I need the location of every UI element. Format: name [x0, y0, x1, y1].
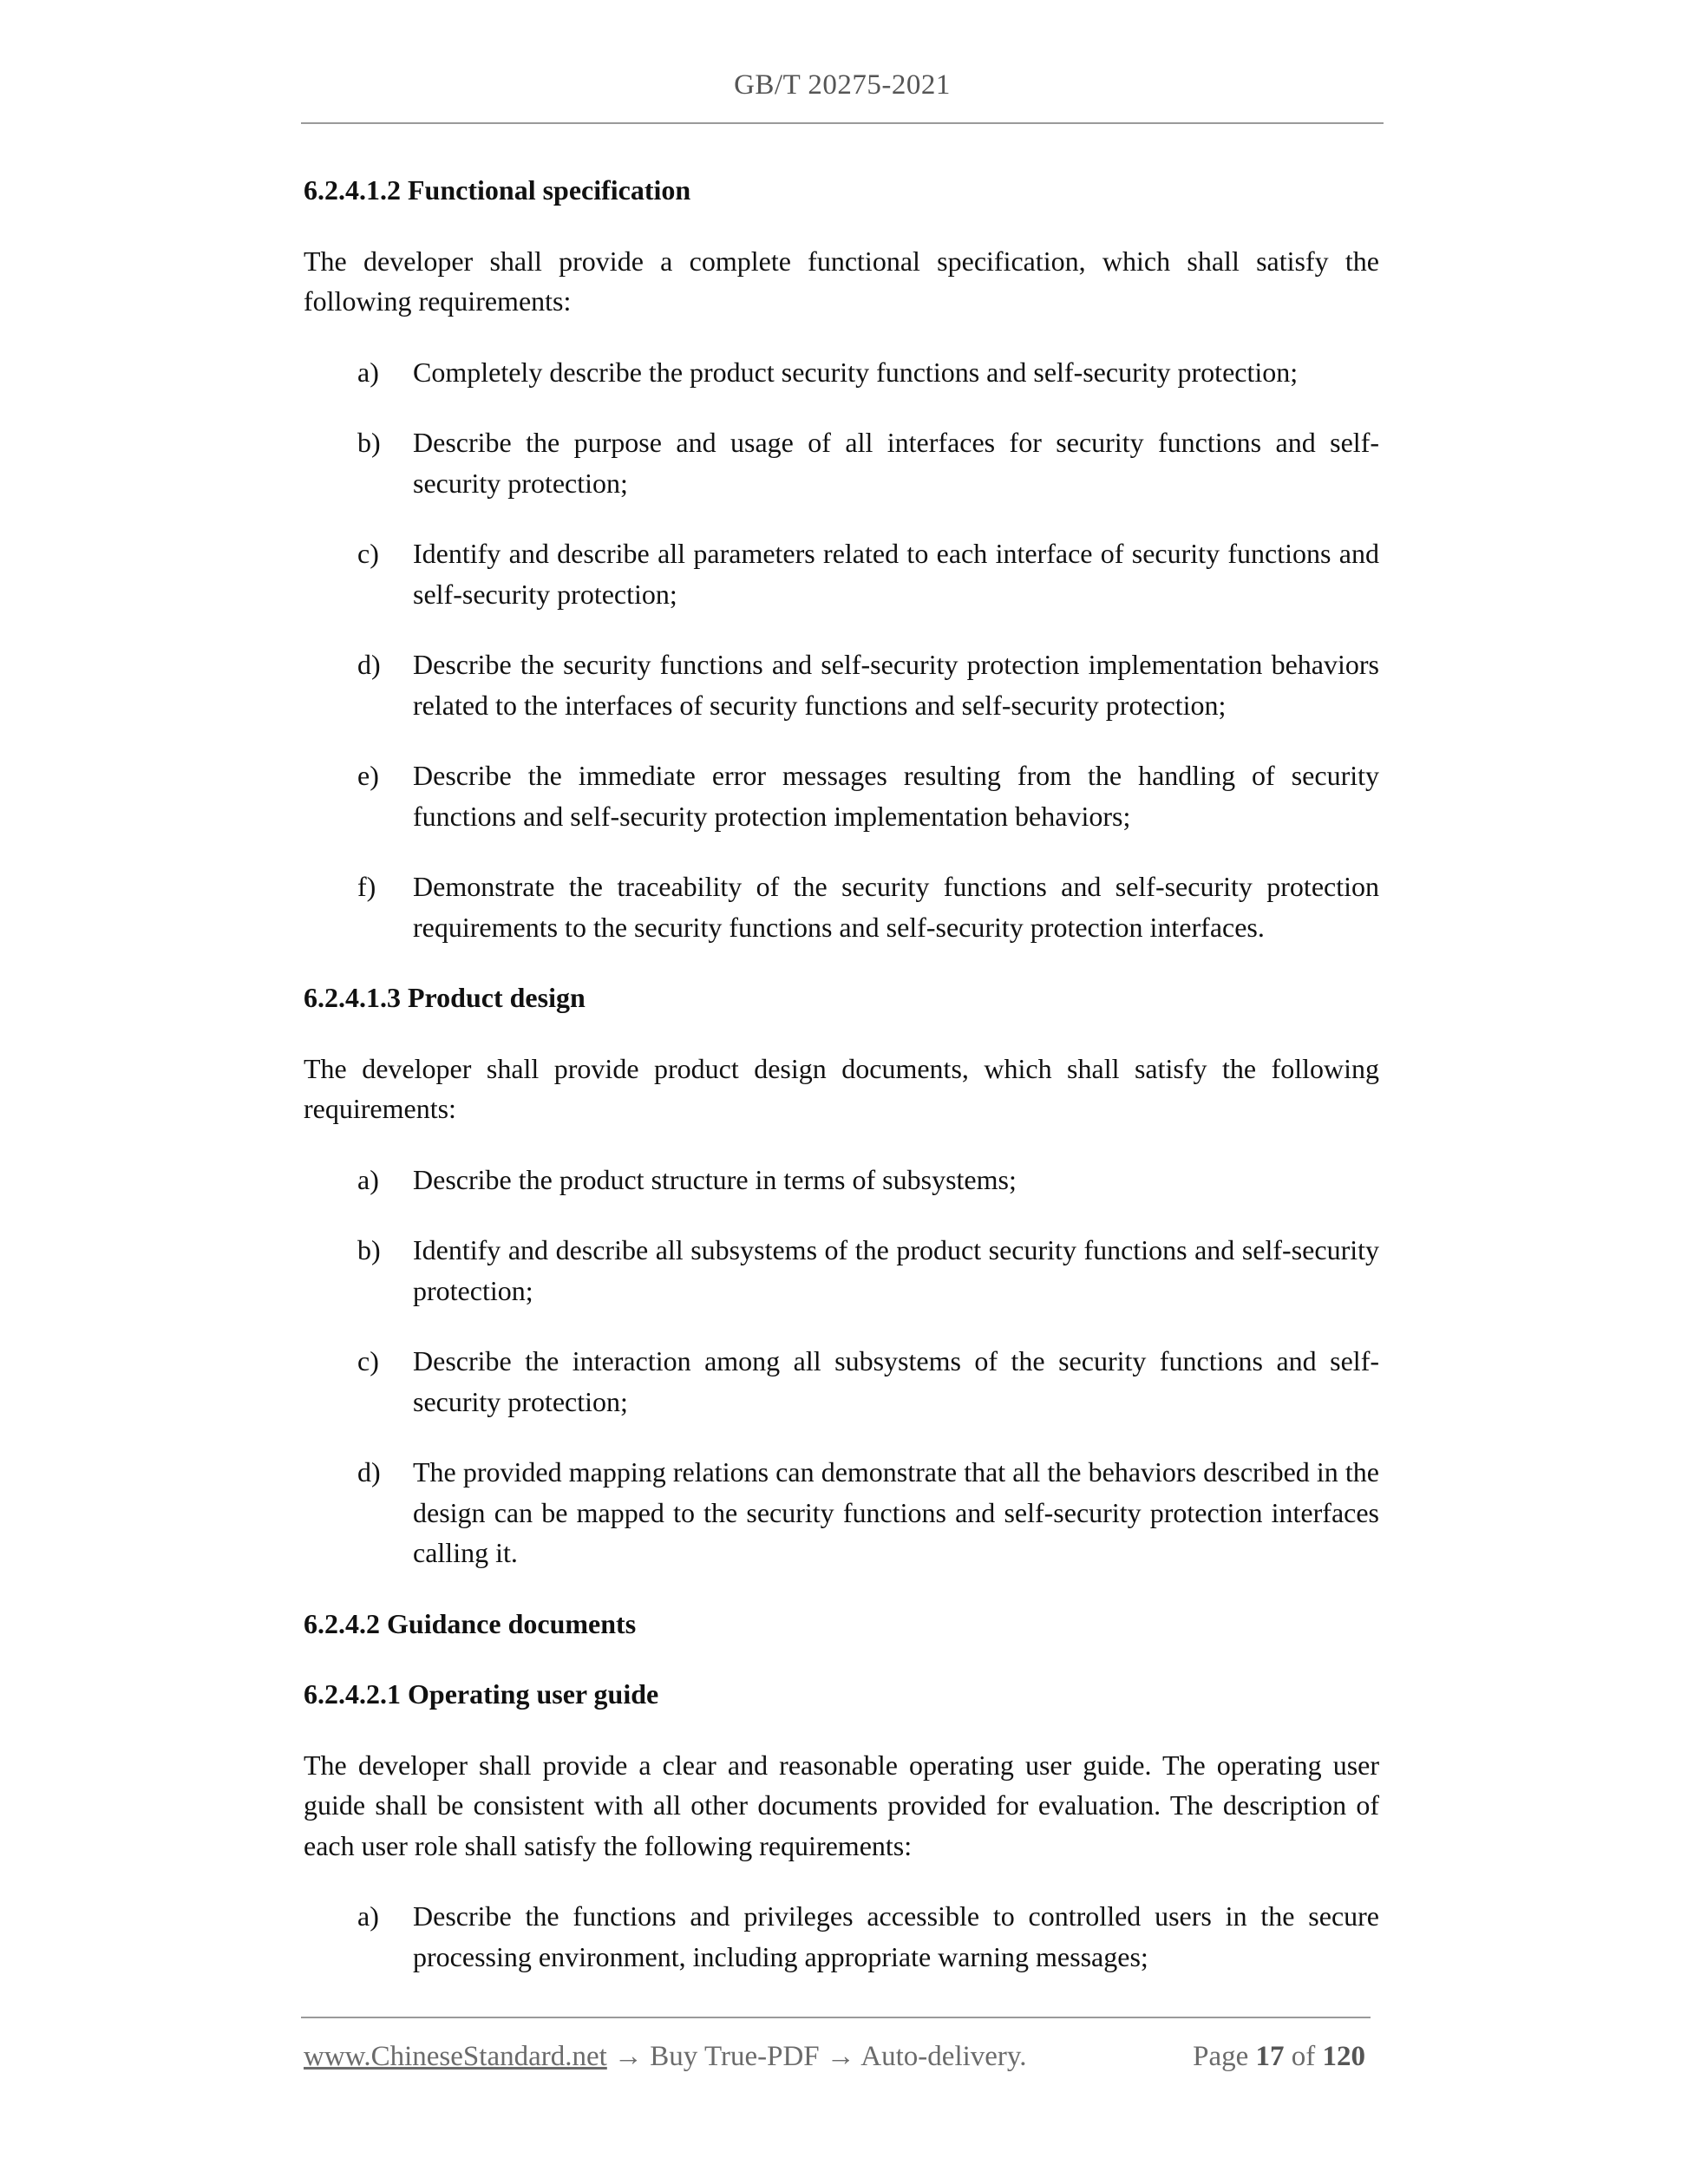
- footer-promo: [304, 2037, 1027, 2076]
- section-heading-guidance-documents: 6.2.4.2 Guidance documents: [304, 1607, 637, 1639]
- list-item-label: b): [357, 427, 381, 458]
- list-item-text: Describe the product structure in terms of subsystems;: [413, 1163, 1017, 1195]
- list-item-text: Identify and describe all parameters related to each interface of security functions and self-security protection;: [413, 538, 1379, 610]
- list-item-label: d): [357, 649, 381, 680]
- list-item: [304, 533, 1379, 614]
- list-item-label: e): [357, 760, 379, 791]
- list-item: [304, 422, 1379, 503]
- list-item-label: a): [357, 356, 379, 388]
- page-header: GB/T 20275-2021: [734, 69, 951, 101]
- list-item-text: Describe the interaction among all subsystems of the security functions and self-security protection;: [413, 1345, 1379, 1417]
- list-item-text: The provided mapping relations can demonstrate that all the behaviors described in the design can be mapped to the security functions and self-security protection interfaces calling it.: [413, 1456, 1379, 1568]
- website-link[interactable]: www.ChineseStandard.net: [304, 2041, 607, 2072]
- list-item-text: Describe the functions and privileges accessible to controlled users in the secure processing environment, including appropriate warning messages;: [413, 1900, 1379, 1972]
- list-item: [304, 1341, 1379, 1422]
- section-heading-functional-specification: 6.2.4.1.2 Functional specification: [304, 174, 691, 206]
- page-number: 17: [1255, 2041, 1285, 2072]
- section-intro-operating-user-guide: The developer shall provide a clear and reasonable operating user guide. The operating user guide shall be consistent with all other documents provided for evaluation. The description of each user role shall satisfy the following requirements:: [304, 1749, 1379, 1861]
- footer-promo-text: → Buy True-PDF → Auto-delivery.: [614, 2041, 1027, 2072]
- list-item-text: Describe the purpose and usage of all interfaces for security functions and self-security protection;: [413, 427, 1379, 499]
- page-word: Page: [1193, 2041, 1249, 2072]
- list-item-label: c): [357, 1345, 379, 1376]
- section-heading-operating-user-guide: 6.2.4.2.1 Operating user guide: [304, 1678, 659, 1710]
- list-item: [304, 1160, 1379, 1200]
- list-item: [304, 1452, 1379, 1573]
- list-item: [304, 755, 1379, 836]
- list-item-label: b): [357, 1234, 381, 1265]
- list-item: [304, 1230, 1379, 1311]
- list-item-text: Describe the immediate error messages resulting from the handling of security functions and self-security protection implementation behaviors;: [413, 760, 1379, 832]
- section-intro-product-design: The developer shall provide product design documents, which shall satisfy the following requirements:: [304, 1052, 1379, 1124]
- list-item: [304, 1896, 1379, 1977]
- page-content: [304, 170, 1379, 2007]
- list-item: [304, 866, 1379, 947]
- header-divider: [301, 122, 1384, 124]
- list-item-text: Identify and describe all subsystems of the product security functions and self-security protection;: [413, 1234, 1379, 1306]
- total-pages: 120: [1322, 2041, 1365, 2072]
- footer-divider: [301, 2017, 1371, 2018]
- requirements-list-product-design: [304, 1160, 1379, 1573]
- list-item-label: a): [357, 1900, 379, 1932]
- section-intro-functional-specification: The developer shall provide a complete functional specification, which shall satisfy the following requirements:: [304, 245, 1379, 317]
- list-item-text: Demonstrate the traceability of the security functions and self-security protection requirements to the security functions and self-security protection interfaces.: [413, 871, 1379, 943]
- list-item-label: a): [357, 1163, 379, 1195]
- list-item-label: f): [357, 871, 376, 902]
- list-item: [304, 352, 1379, 393]
- section-heading-product-design: 6.2.4.1.3 Product design: [304, 982, 586, 1013]
- list-item-text: Describe the security functions and self-security protection implementation behaviors related to the interfaces of security functions and self-security protection;: [413, 649, 1379, 721]
- requirements-list-functional-specification: [304, 352, 1379, 948]
- list-item-label: c): [357, 538, 379, 569]
- requirements-list-operating-user-guide: [304, 1896, 1379, 1977]
- list-item: [304, 644, 1379, 725]
- list-item-label: d): [357, 1456, 381, 1488]
- page-indicator: [1193, 2037, 1365, 2076]
- of-word: of: [1291, 2041, 1316, 2072]
- list-item-text: Completely describe the product security functions and self-security protection;: [413, 356, 1299, 388]
